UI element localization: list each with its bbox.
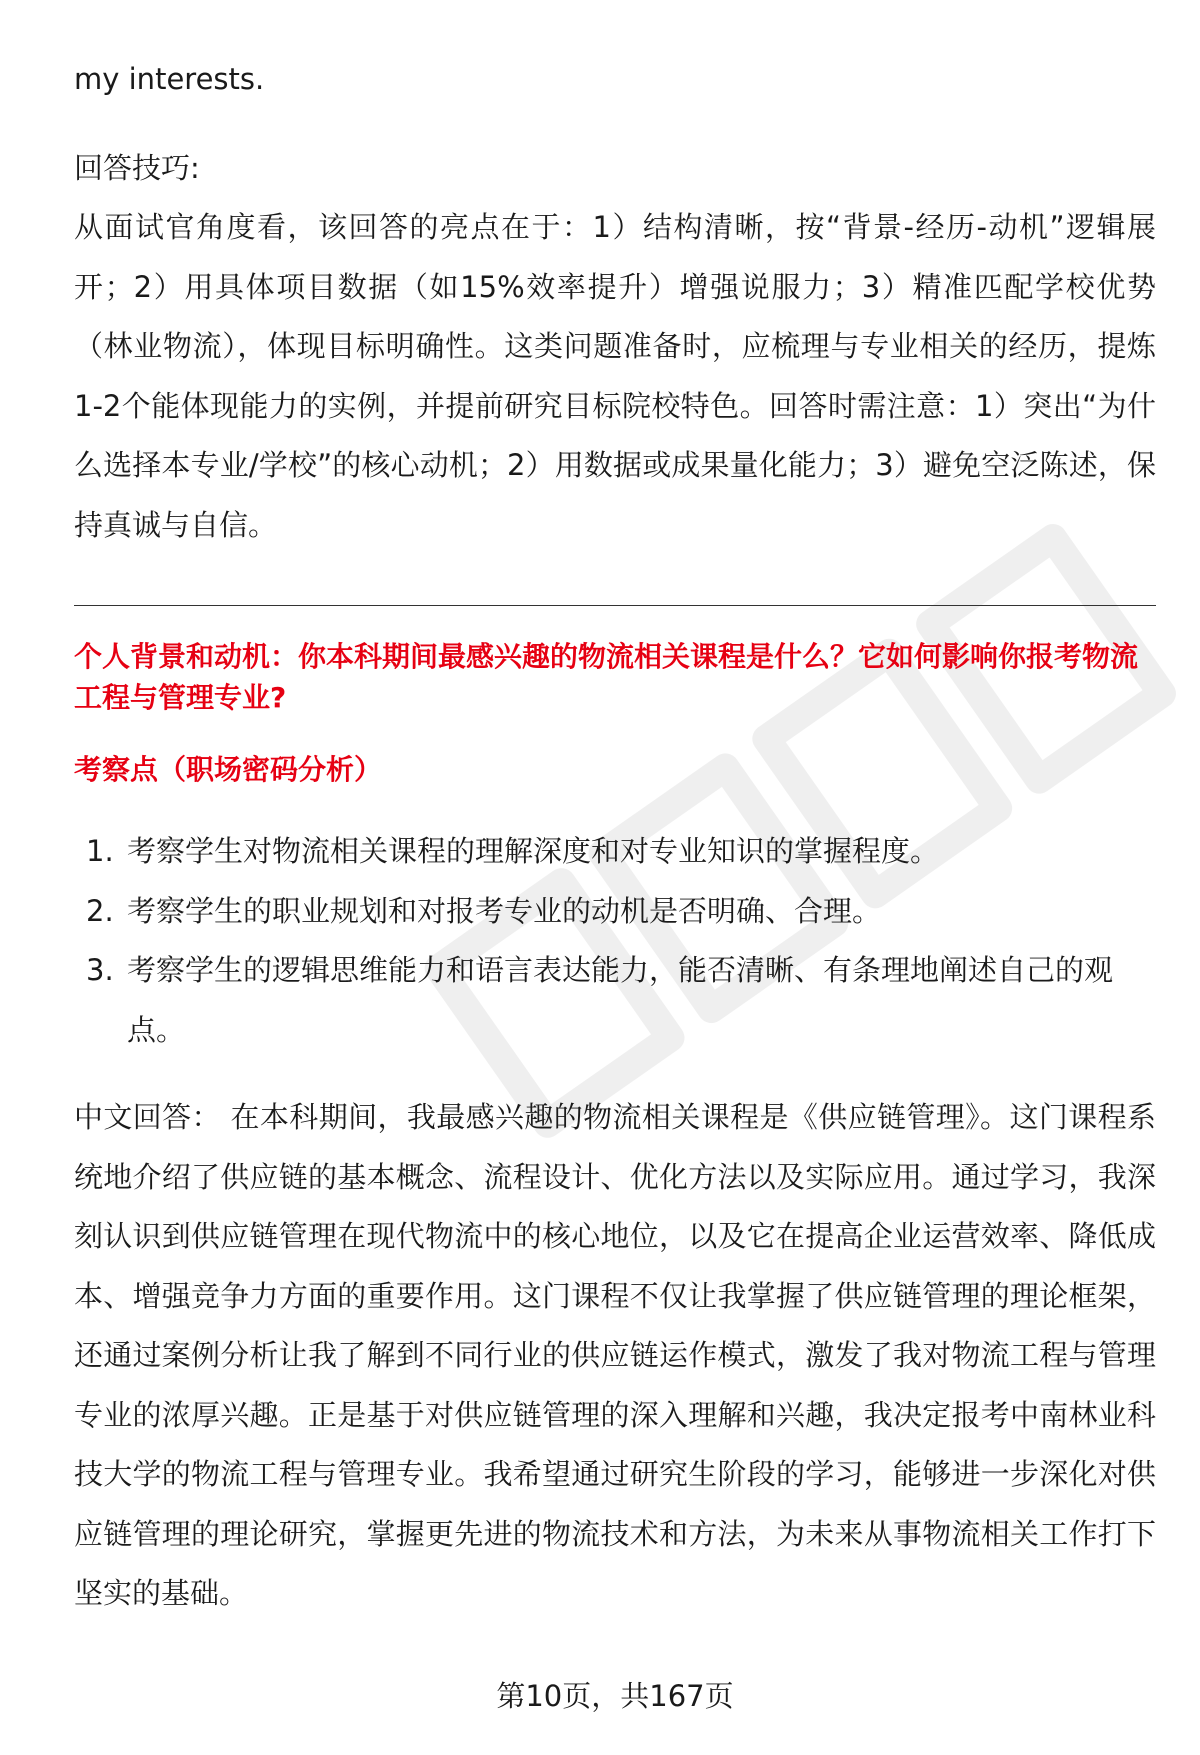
answer-paragraph: 中文回答： 在本科期间，我最感兴趣的物流相关课程是《供应链管理》。这门课程系统地介绍了供应链的基本概念、流程设计、优化方法以及实际应用。通过学习，我深刻认识到供应链管理在现代物流中的核心地位，以及它在提高企业运营效率、降低成本、增强竞争力方面的重要作用。这门课程不仅让我掌握了供应链管理的理论框架，还通过案例分析让我了解到不同行业的供应链运作模式，激发了我对物流工程与管理专业的浓厚兴趣。正是基于对供应链管理的深入理解和兴趣，我决定报考中南林业科技大学的物流工程与管理专业。我希望通过研究生阶段的学习，能够进一步深化对供应链管理的理论研究，掌握更先进的物流技术和方法，为未来从事物流相关工作打下坚实的基础。 bbox=[74, 1100, 1156, 1610]
list-item-text: 考察学生对物流相关课程的理解深度和对专业知识的掌握程度。 bbox=[127, 834, 940, 868]
tips-paragraph: 从面试官角度看，该回答的亮点在于：1）结构清晰，按“背景-经历-动机”逻辑展开；2）用具体项目数据（如15%效率提升）增强说服力；3）精准匹配学校优势（林业物流），体现目标明确性。这类问题准备时，应梳理与专业相关的经历，提炼1-2个能体现能力的实例，并提前研究目标院校特色。回答时需注意：1）突出“为什么选择本专业/学校”的核心动机；2）用数据或成果量化能力；3）避免空泛陈述，保持真诚与自信。 bbox=[74, 210, 1156, 542]
document-page bbox=[74, 0, 1156, 1755]
section-divider bbox=[74, 605, 1156, 606]
list-item-number: 3. bbox=[86, 953, 114, 987]
page-number: 第10页，共167页 bbox=[496, 1679, 734, 1713]
list-item bbox=[74, 822, 1156, 882]
top-text: my interests. bbox=[74, 62, 265, 96]
list-item-number: 2. bbox=[86, 893, 114, 928]
tips-label: 回答技巧: bbox=[74, 151, 200, 185]
list-item-text: 考察学生的职业规划和对报考专业的动机是否明确、合理。 bbox=[127, 893, 882, 928]
focus-list bbox=[74, 822, 1156, 1060]
question-heading: 个人背景和动机：你本科期间最感兴趣的物流相关课程是什么？它如何影响你报考物流工程与管理专业? bbox=[74, 640, 1139, 714]
focus-heading: 考察点（职场密码分析） bbox=[74, 753, 383, 786]
list-item-number: 1. bbox=[86, 834, 114, 868]
list-item bbox=[74, 941, 1156, 1060]
list-item bbox=[74, 882, 1156, 942]
list-item-text: 考察学生的逻辑思维能力和语言表达能力，能否清晰、有条理地阐述自己的观点。 bbox=[127, 953, 1114, 1047]
